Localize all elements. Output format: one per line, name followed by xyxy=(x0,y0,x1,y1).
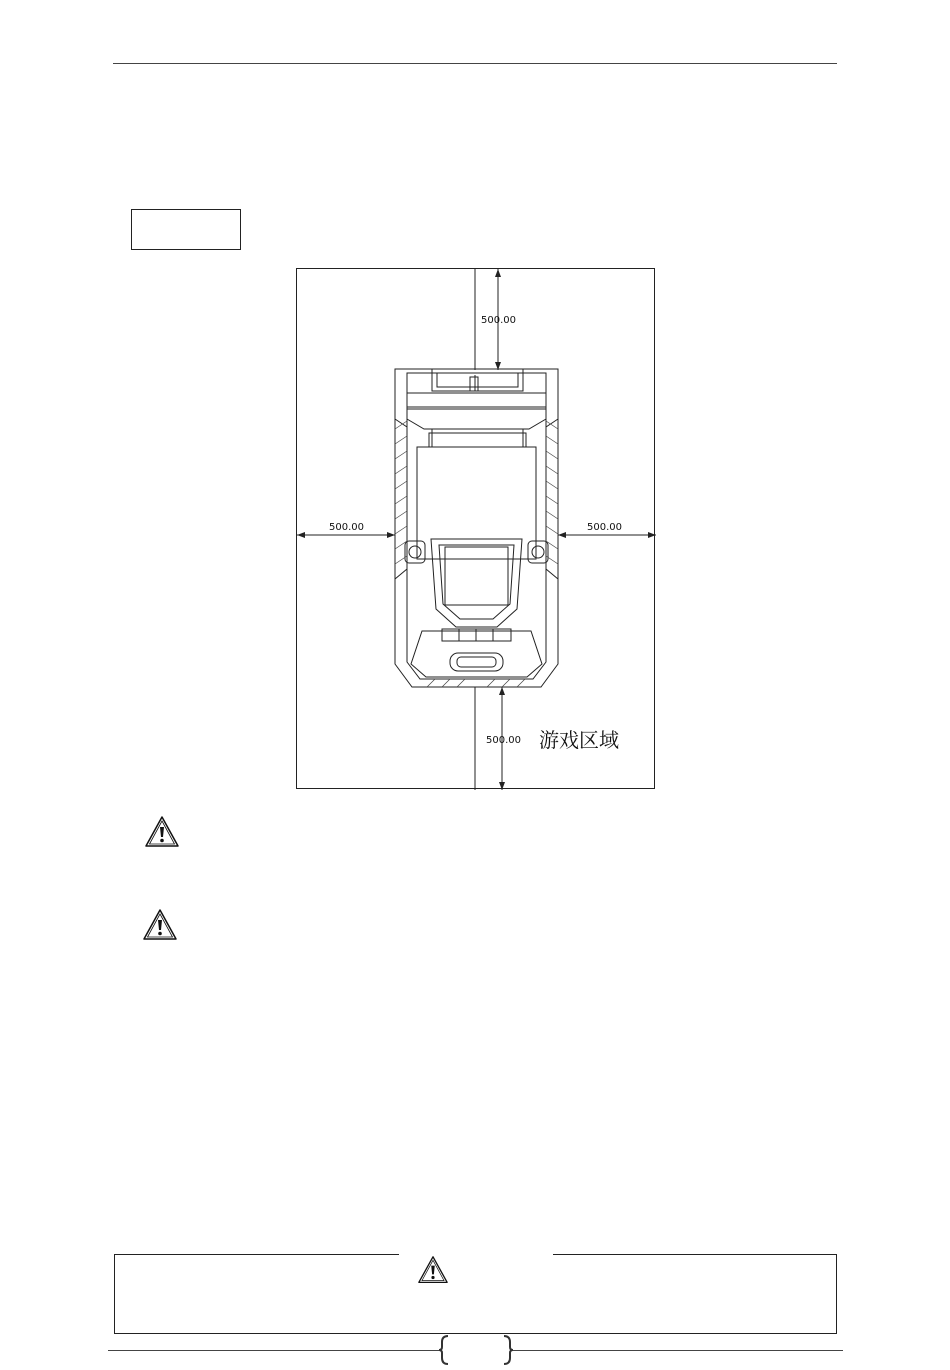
warning-triangle-icon xyxy=(144,815,180,849)
warning-triangle-icon xyxy=(416,1255,450,1285)
notice-box-top-left-border xyxy=(114,1254,399,1255)
header-rule xyxy=(113,63,837,64)
page-number-bracket xyxy=(438,1334,514,1366)
warning-triangle-icon xyxy=(142,908,178,942)
section-label-box xyxy=(131,209,241,250)
dimension-right-label: 500.00 xyxy=(587,522,622,533)
hatching xyxy=(395,421,558,687)
play-area-drawing xyxy=(297,269,656,790)
notice-box-top-right-border xyxy=(553,1254,837,1255)
notice-box xyxy=(114,1254,837,1334)
play-area-diagram xyxy=(296,268,655,789)
dimension-bottom-label: 500.00 xyxy=(486,735,521,746)
play-area-label: 游戏区域 xyxy=(539,728,619,752)
dimension-top-label: 500.00 xyxy=(481,315,516,326)
machine-outline xyxy=(395,369,558,687)
dimension-left-label: 500.00 xyxy=(329,522,364,533)
